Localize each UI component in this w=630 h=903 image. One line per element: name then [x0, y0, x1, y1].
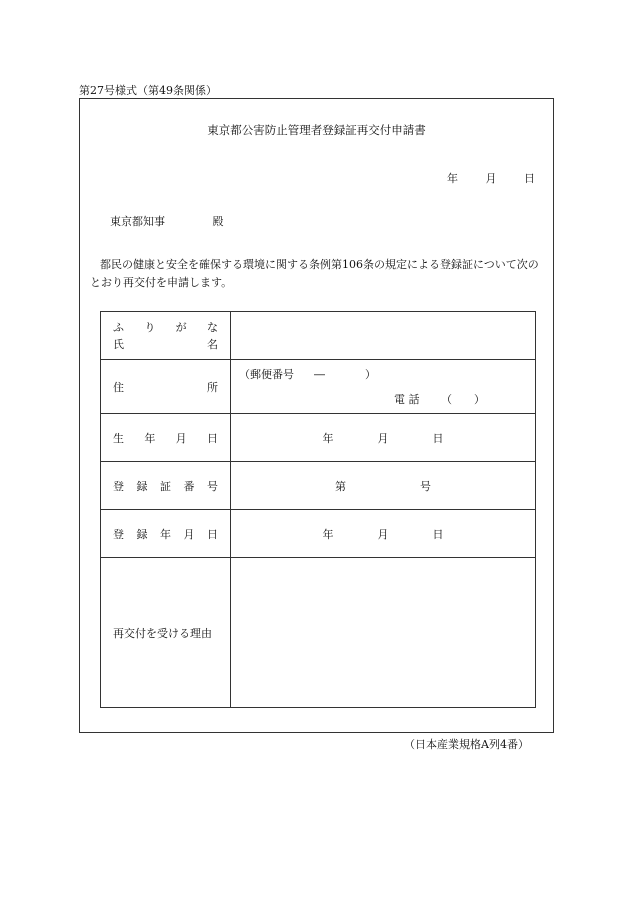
addressee-honorific: 殿: [212, 215, 224, 228]
birthdate-input-cell[interactable]: [231, 414, 536, 462]
label-char: 名: [207, 337, 218, 351]
application-statement: 都民の健康と安全を確保する環境に関する条例第106条の規定による登録証について次のとおり再交付を申請します。: [90, 258, 539, 289]
postal-code-field[interactable]: [239, 366, 376, 382]
form-title: 東京都公害防止管理者登録証再交付申請書: [207, 123, 426, 137]
label-char: な: [206, 320, 218, 334]
reason-label-text: 再交付を受ける理由: [113, 626, 212, 640]
value-char: 号: [420, 479, 431, 493]
registration-date-label: [101, 510, 231, 558]
jis-paper-size-note: （日本産業規格A列4番）: [404, 738, 529, 751]
application-table: [100, 311, 536, 708]
cert-number-input-cell[interactable]: [231, 462, 536, 510]
form-number-label: 第27号様式（第49条関係）: [79, 84, 217, 97]
label-char: 所: [207, 380, 218, 394]
phone-label: 電 話: [394, 393, 420, 406]
label-char: 番: [183, 479, 195, 493]
value-char: 年: [322, 431, 334, 445]
label-char: 録: [136, 479, 148, 493]
label-char: り: [144, 320, 156, 334]
value-char: 年: [322, 527, 334, 541]
label-char: 録: [136, 527, 148, 541]
addressee: [110, 213, 224, 229]
label-char: 月: [183, 527, 195, 541]
postal-label: （郵便番号: [239, 368, 294, 381]
table-row-cert-number: [101, 462, 536, 510]
table-row-reason: [101, 558, 536, 708]
phone-paren: （ ）: [441, 393, 485, 406]
phone-field[interactable]: [394, 391, 485, 407]
cert-number-label: [101, 462, 231, 510]
label-char: 日: [207, 527, 218, 541]
date-month-field[interactable]: 月: [485, 172, 497, 185]
label-char: 登: [113, 479, 124, 493]
label-char: 年: [144, 431, 156, 445]
value-char: 第: [335, 479, 346, 493]
label-char: 氏: [113, 337, 124, 351]
value-char: 日: [432, 527, 444, 541]
label-char: 月: [175, 431, 187, 445]
table-row-address: [101, 360, 536, 414]
reason-input-cell[interactable]: [231, 558, 536, 708]
name-input-cell[interactable]: [231, 312, 536, 360]
table-row-furigana-name: [101, 312, 536, 360]
date-year-field[interactable]: 年: [447, 172, 458, 185]
value-char: 月: [377, 527, 389, 541]
value-char: 月: [377, 431, 389, 445]
furigana-name-label: [101, 312, 231, 360]
table-row-registration-date: [101, 510, 536, 558]
label-char: 登: [113, 527, 124, 541]
label-char: 年: [160, 527, 171, 541]
birthdate-label: [101, 414, 231, 462]
reason-label: [101, 558, 231, 708]
registration-date-input-cell[interactable]: [231, 510, 536, 558]
address-label: [101, 360, 231, 414]
label-char: 号: [207, 479, 218, 493]
label-char: が: [175, 320, 187, 334]
label-char: 住: [113, 380, 124, 394]
postal-dash: ―: [314, 368, 325, 381]
address-input-cell[interactable]: [231, 360, 536, 414]
value-char: 日: [432, 431, 444, 445]
table-row-birthdate: [101, 414, 536, 462]
label-char: 日: [206, 431, 218, 445]
application-date: [447, 170, 535, 186]
addressee-name: 東京都知事: [110, 215, 165, 228]
label-char: 生: [113, 431, 124, 445]
postal-close: ）: [365, 368, 376, 381]
form-frame: [79, 98, 554, 733]
label-char: ふ: [113, 320, 124, 334]
label-char: 証: [160, 479, 171, 493]
date-day-field[interactable]: 日: [524, 172, 535, 185]
